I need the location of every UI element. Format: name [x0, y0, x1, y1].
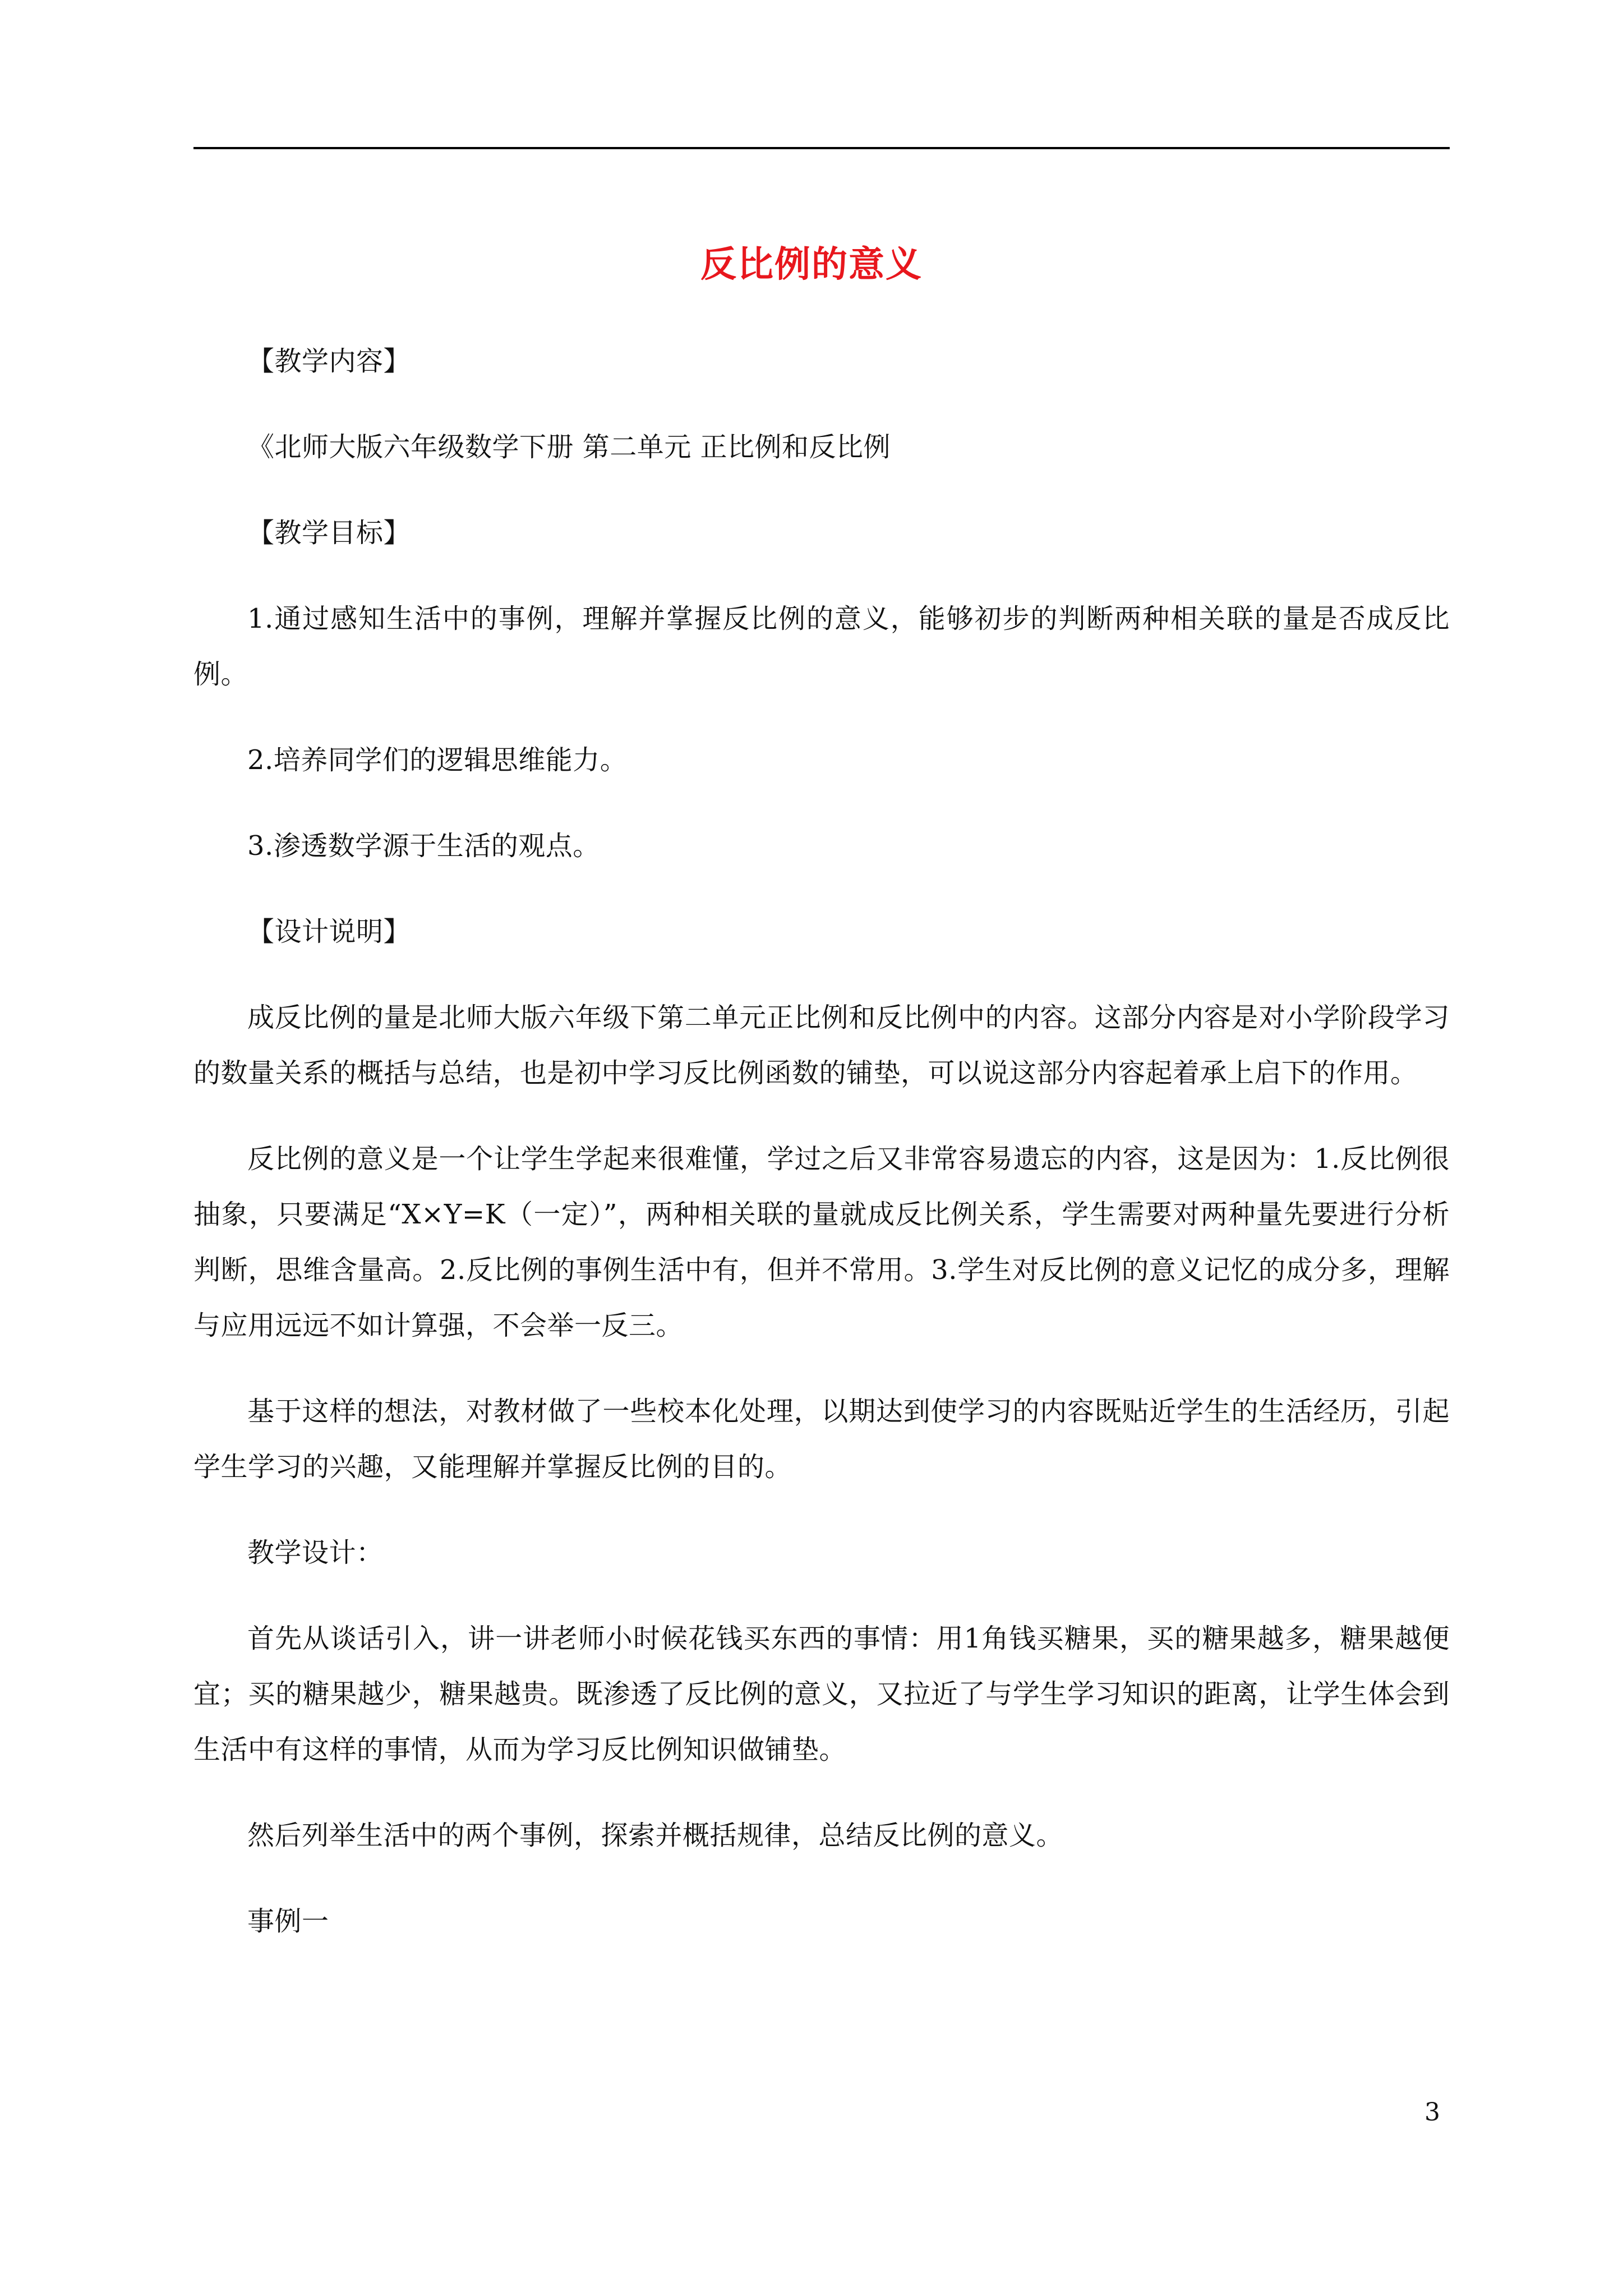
teaching-design-paragraph-1: 首先从谈话引入，讲一讲老师小时候花钱买东西的事情：用1角钱买糖果，买的糖果越多，糖果越便宜；买的糖果越少，糖果越贵。既渗透了反比例的意义，又拉近了与学生学习知识的距离，让学生体会到生活中有这样的事情，从而为学习反比例知识做铺垫。	[193, 1623, 1450, 1765]
goal-item-2: 2.培养同学们的逻辑思维能力。	[247, 744, 628, 776]
document-body	[193, 334, 1450, 1949]
teaching-design-paragraph-2: 然后列举生活中的两个事例，探索并概括规律，总结反比例的意义。	[247, 1820, 1064, 1851]
section-heading-teaching-content: 【教学内容】	[247, 346, 411, 377]
design-note-paragraph-1: 成反比例的量是北师大版六年级下第二单元正比例和反比例中的内容。这部分内容是对小学阶段学习的数量关系的概括与总结，也是初中学习反比例函数的铺垫，可以说这部分内容起着承上启下的作用。	[193, 1002, 1450, 1089]
section-heading-design-notes: 【设计说明】	[247, 916, 411, 947]
textbook-reference: 《北师大版六年级数学下册 第二单元 正比例和反比例	[247, 431, 891, 463]
page-number: 3	[1424, 2098, 1440, 2127]
page-title: 反比例的意义	[700, 243, 923, 286]
goal-item-1: 1.通过感知生活中的事例，理解并掌握反比例的意义，能够初步的判断两种相关联的量是否成反比例。	[193, 603, 1450, 690]
design-note-paragraph-2: 反比例的意义是一个让学生学起来很难懂，学过之后又非常容易遗忘的内容，这是因为：1.反比例很抽象，只要满足“X×Y=K（一定）”，两种相关联的量就成反比例关系，学生需要对两种量先要进行分析判断，思维含量高。2.反比例的事例生活中有，但并不常用。3.学生对反比例的意义记忆的成分多，理解与应用远远不如计算强，不会举一反三。	[193, 1143, 1450, 1341]
section-heading-teaching-goals: 【教学目标】	[247, 517, 411, 549]
header-rule	[193, 147, 1450, 149]
teaching-design-label: 教学设计：	[247, 1537, 384, 1568]
example-one-label: 事例一	[247, 1906, 329, 1937]
design-note-paragraph-3: 基于这样的想法，对教材做了一些校本化处理，以期达到使学习的内容既贴近学生的生活经历，引起学生学习的兴趣，又能理解并掌握反比例的目的。	[193, 1396, 1450, 1483]
goal-item-3: 3.渗透数学源于生活的观点。	[247, 830, 600, 862]
